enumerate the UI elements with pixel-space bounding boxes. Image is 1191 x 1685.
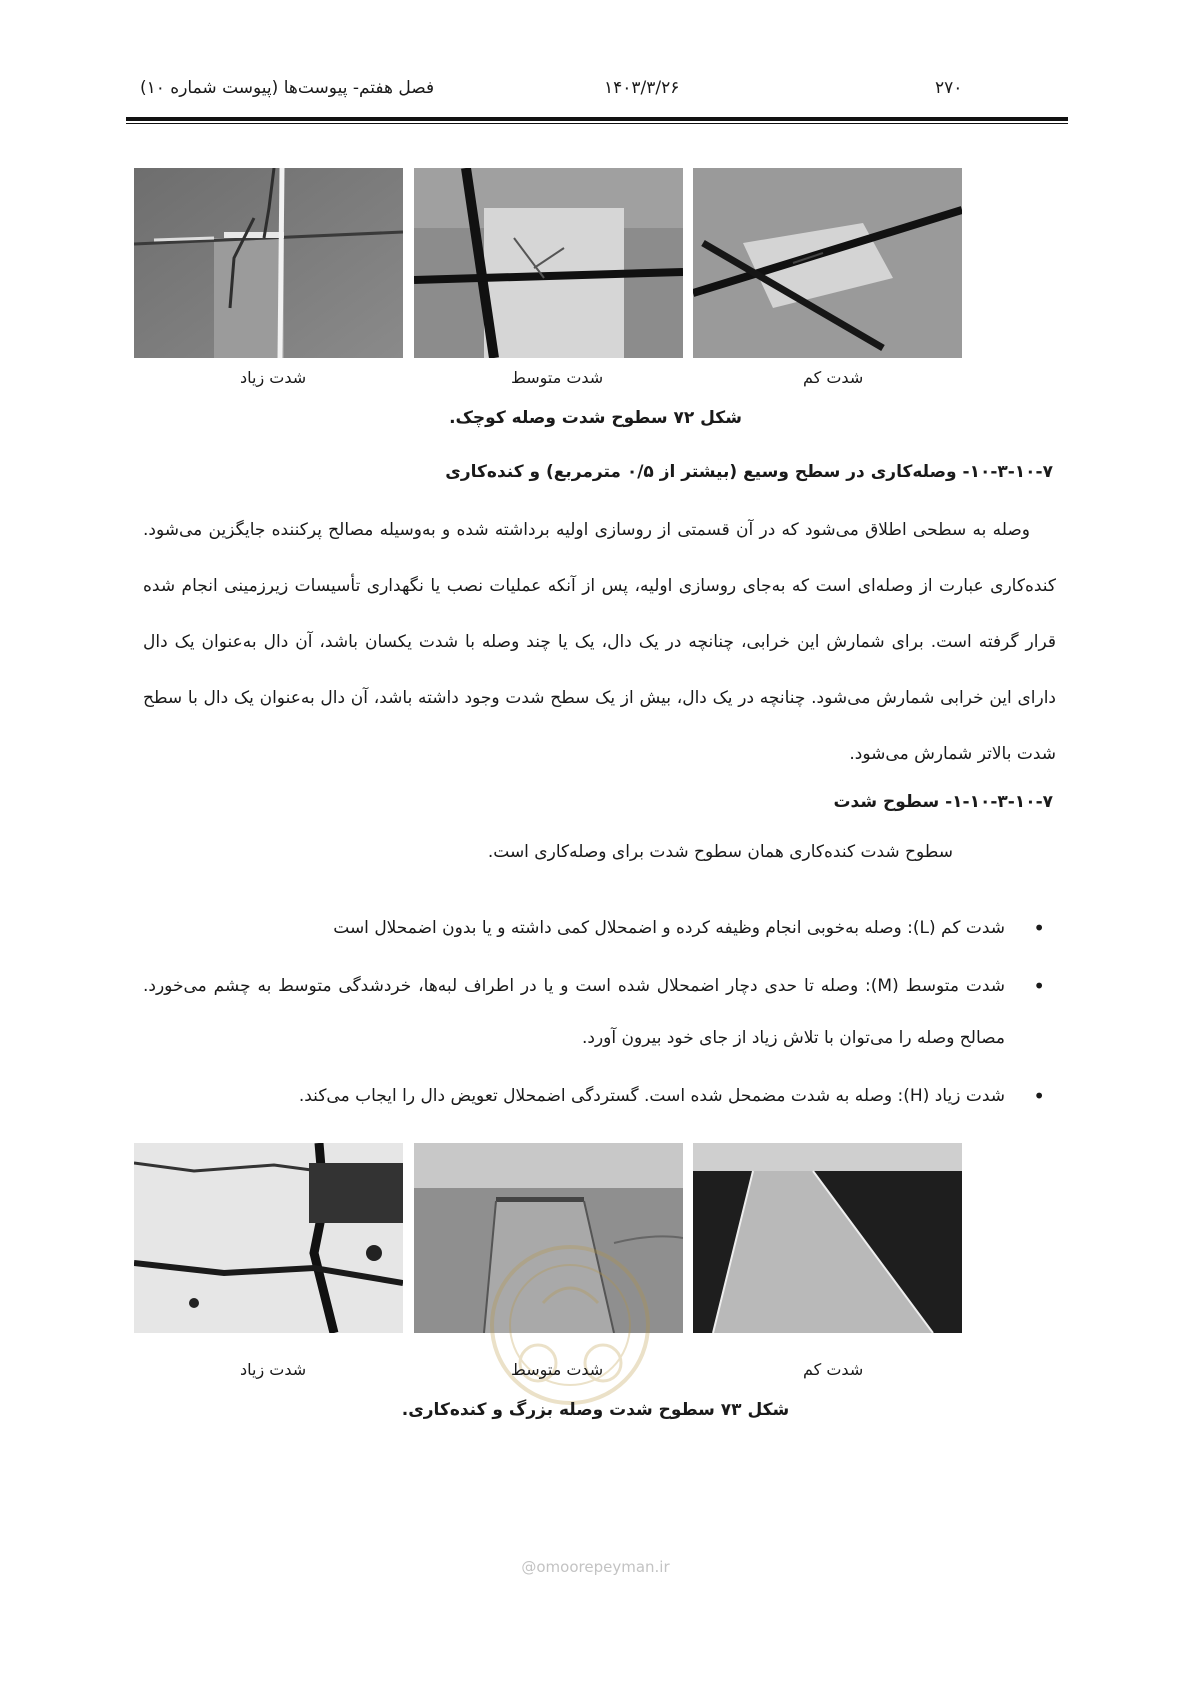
list-item: • شدت زیاد (H): وصله به شدت مضمحل شده است. گستردگی اضمحلال تعویض دال را ایجاب می‌کند. [298, 1084, 1045, 1108]
bullet-medium: شدت متوسط (M): وصله تا حدی دچار اضمحلال شده است و یا در اطراف لبه‌ها، خردشدگی متوسط به چشم می‌خورد. مصالح وصله را می‌توان با تلاش زیاد از جای خود بیرون آورد. [143, 976, 1005, 1048]
figure73-title: شکل ۷۳ سطوح شدت وصله بزرگ و کنده‌کاری. [401, 1400, 790, 1420]
bullet-low: شدت کم (L): وصله به‌خوبی انجام وظیفه کرده و اضمحلال کمی داشته و یا بدون اضمحلال است [333, 918, 1005, 938]
site-watermark: @omoorepeyman.ir [521, 1558, 670, 1576]
seal-watermark-icon [488, 1243, 653, 1408]
severity-list [143, 902, 1045, 1128]
photo-small-patch-high [134, 168, 403, 358]
fig73-caption-high: شدت زیاد [240, 1360, 307, 1379]
photo-large-patch-low [693, 1143, 962, 1333]
list-item: • شدت متوسط (M): وصله تا حدی دچار اضمحلال شده است و یا در اطراف لبه‌ها، خردشدگی متوسط به چشم می‌خورد. مصالح وصله را می‌توان با تلاش زیاد از جای خود بیرون آورد. [143, 974, 1045, 1048]
subsection-intro: سطوح شدت کنده‌کاری همان سطوح شدت برای وصله‌کاری است. [487, 842, 953, 862]
subsection-heading: ۱-۱۰-۳-۱۰-۷- سطوح شدت [833, 792, 1053, 812]
fig73-caption-medium: شدت متوسط [511, 1360, 604, 1379]
photo-small-patch-low [693, 168, 962, 358]
section-heading: ۱۰-۳-۱۰-۷- وصله‌کاری در سطح وسیع (بیشتر از ۰/۵ مترمربع) و کنده‌کاری [445, 462, 1053, 482]
photo-large-patch-high [134, 1143, 403, 1333]
fig73-caption-low: شدت کم [803, 1360, 864, 1379]
header-date: ۱۴۰۳/۳/۲۶ [604, 78, 680, 98]
list-item: • شدت کم (L): وصله به‌خوبی انجام وظیفه کرده و اضمحلال کمی داشته و یا بدون اضمحلال است [333, 916, 1045, 940]
bullet-high: شدت زیاد (H): وصله به شدت مضمحل شده است. گستردگی اضمحلال تعویض دال را ایجاب می‌کند. [298, 1086, 1005, 1106]
chapter-title: فصل هفتم- پیوست‌ها (پیوست شماره ۱۰) [140, 78, 435, 98]
header-rule-thin [126, 123, 1068, 124]
header-rule-thick [126, 117, 1068, 121]
figure72-title: شکل ۷۲ سطوح شدت وصله کوچک. [449, 408, 742, 428]
fig72-caption-medium: شدت متوسط [511, 368, 604, 387]
fig72-caption-low: شدت کم [803, 368, 864, 387]
section-paragraph [143, 502, 1056, 782]
fig72-caption-high: شدت زیاد [240, 368, 307, 387]
section-paragraph-text: وصله به سطحی اطلاق می‌شود که در آن قسمتی از روسازی اولیه برداشته شده و به‌وسیله مصالح پرکننده جایگزین می‌شود. کنده‌کاری عبارت از وصله‌ای است که به‌جای روسازی اولیه، پس از آنکه عملیات نصب یا نگهداری تأسیسات زیرزمینی انجام شده قرار گرفته است. برای شمارش این خرابی، چنانچه در یک دال، یک یا چند وصله با شدت یکسان باشد، آن دال به‌عنوان یک دال دارای این خرابی شمارش می‌شود. چنانچه در یک دال، بیش از یک سطح شدت وجود داشته باشد، آن دال به‌عنوان یک دال با سطح شدت بالاتر شمارش می‌شود. [143, 520, 1056, 764]
page-number: ۲۷۰ [935, 78, 963, 98]
photo-small-patch-medium [414, 168, 683, 358]
